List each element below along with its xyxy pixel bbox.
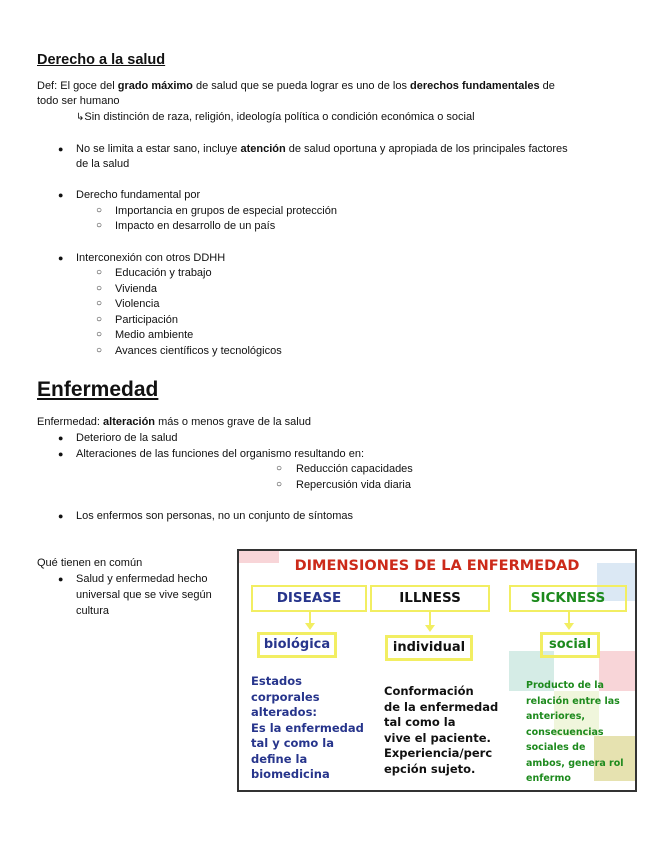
sub-biologica: biológica <box>257 632 337 658</box>
arrow-note: ↳Sin distinción de raza, religión, ideología política o condición económica o social <box>76 111 475 123</box>
arrow-down-icon <box>564 623 574 630</box>
arrow-down-icon <box>305 623 315 630</box>
circle-bullet-icon: ○ <box>276 463 283 474</box>
bullet-atencion: No se limita a estar sano, incluye atención de salud oportuna y apropiada de los principales factores <box>76 143 568 155</box>
sub-item: Violencia <box>115 298 160 310</box>
sub-item: Participación <box>115 314 178 326</box>
common-bullet: Salud y enfermedad hecho universal que se vive según cultura <box>76 573 212 617</box>
sub-item: Repercusión vida diaria <box>296 479 411 491</box>
desc-illness: Conformación de la enfermedad tal como la vive el paciente. Experiencia/perc epción sujeto. <box>384 684 499 776</box>
bullet-icon: ● <box>58 449 64 459</box>
sub-item: Avances científicos y tecnológicos <box>115 345 282 357</box>
bullet-icon: ● <box>58 144 64 154</box>
circle-bullet-icon: ○ <box>96 329 103 340</box>
sub-item: Vivienda <box>115 283 157 295</box>
bullet-atencion-line2: de la salud <box>76 158 130 170</box>
section-title-enfermedad: Enfermedad <box>37 378 159 401</box>
arrow-icon: ↳ <box>76 112 85 123</box>
enfermedad-definition: Enfermedad: alteración más o menos grave de la salud <box>37 416 311 428</box>
arrow-connector <box>429 612 431 626</box>
circle-bullet-icon: ○ <box>276 479 283 490</box>
circle-bullet-icon: ○ <box>96 314 103 325</box>
sub-item: Educación y trabajo <box>115 267 212 279</box>
sub-item: Impacto en desarrollo de un país <box>115 220 276 232</box>
circle-bullet-icon: ○ <box>96 267 103 278</box>
bullet-item: Los enfermos son personas, no un conjunto de síntomas <box>76 510 354 522</box>
bullet-item: Deterioro de la salud <box>76 432 178 444</box>
bullet-derecho-fundamental: Derecho fundamental por <box>76 189 201 201</box>
arrow-down-icon <box>425 625 435 632</box>
bullet-icon: ● <box>58 511 64 521</box>
common-title: Qué tienen en común <box>37 557 143 569</box>
bullet-icon: ● <box>58 253 64 263</box>
circle-bullet-icon: ○ <box>96 220 103 231</box>
bullet-icon: ● <box>58 574 64 584</box>
figure-title: DIMENSIONES DE LA ENFERMEDAD <box>294 558 580 574</box>
sub-item: Medio ambiente <box>115 329 194 341</box>
desc-sickness: Producto de la relación entre las anteriores, consecuencias sociales de ambos, genera rol enfermo <box>526 680 624 784</box>
definition-line2: todo ser humano <box>37 95 120 107</box>
sub-item: Reducción capacidades <box>296 463 413 475</box>
header-sickness: SICKNESS <box>509 585 627 612</box>
sub-social: social <box>540 632 600 658</box>
sub-item: Importancia en grupos de especial protección <box>115 205 337 217</box>
section-title-derecho-salud: Derecho a la salud <box>37 52 166 68</box>
desc-disease: Estados corporales alterados: Es la enfermedad tal y como la define la biomedicina <box>251 674 364 781</box>
bullet-icon: ● <box>58 190 64 200</box>
header-illness: ILLNESS <box>370 585 490 612</box>
bullet-item: Alteraciones de las funciones del organismo resultando en: <box>76 448 365 460</box>
circle-bullet-icon: ○ <box>96 205 103 216</box>
bullet-icon: ● <box>58 433 64 443</box>
dimensiones-enfermedad-figure <box>237 549 637 792</box>
sub-individual: individual <box>385 635 473 661</box>
bullet-interconexion: Interconexión con otros DDHH <box>76 252 226 264</box>
circle-bullet-icon: ○ <box>96 283 103 294</box>
circle-bullet-icon: ○ <box>96 345 103 356</box>
definition-line1: Def: El goce del grado máximo de salud que se pueda lograr es uno de los derechos fundamentales de <box>37 80 555 92</box>
header-disease: DISEASE <box>251 585 367 612</box>
circle-bullet-icon: ○ <box>96 298 103 309</box>
